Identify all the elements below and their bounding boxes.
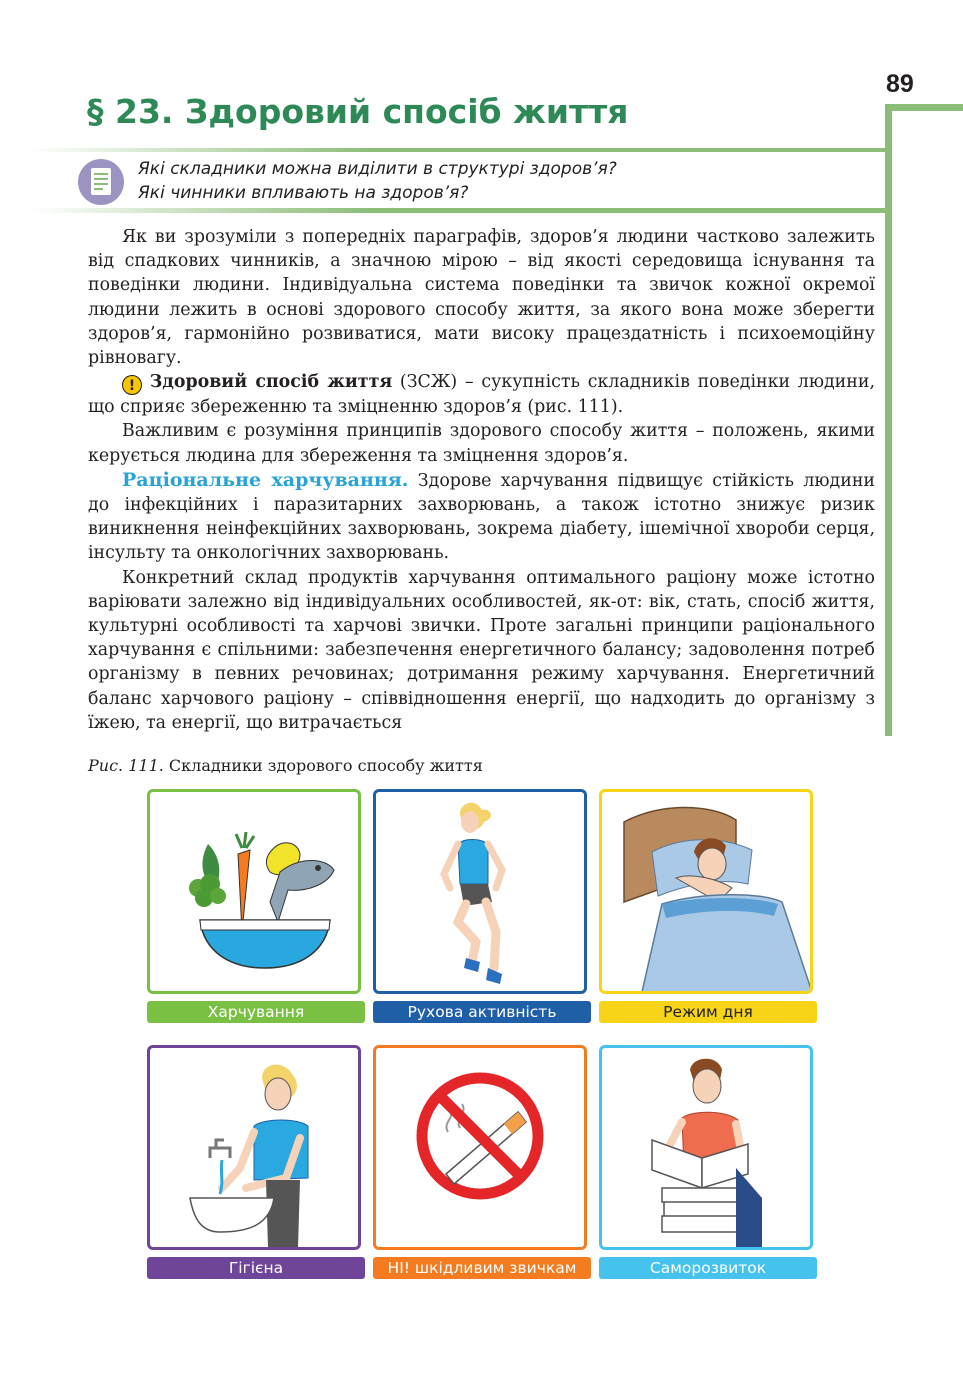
hygiene-card [147,1045,361,1250]
activity-card [373,789,587,994]
section-title: § 23. Здоровий спосіб життя [87,92,629,131]
questions-top-rule [30,148,886,152]
nutrition-label: Харчування [147,1001,365,1023]
review-questions [138,157,617,205]
self-development-card [599,1045,813,1250]
paragraph-4-text: Здорове харчування підвищує стійкість людини до інфекційних і паразитарних захворювань, а також істотно знижує ризик виникнення неінфекційних захворювань, зокрема діабету, ішемічної хвороби серця, інсульту та онкологічних захворювань. [88,470,875,564]
figure-caption-label: Рис. 111. [88,756,164,775]
sleeping-person-icon [602,792,813,994]
page-edge-bar-vertical [885,104,892,736]
body-text [88,225,875,735]
runner-icon [376,792,587,994]
nutrition-card [147,789,361,994]
activity-label: Рухова активність [373,1001,591,1023]
self-development-label: Саморозвиток [599,1257,817,1279]
food-bowl-icon [150,792,361,994]
page-edge-bar-horizontal [885,104,963,111]
figure-caption [88,756,483,775]
figure-caption-text: Складники здорового способу життя [163,756,483,775]
hygiene-label: Гігієна [147,1257,365,1279]
reading-person-icon [602,1048,813,1250]
exclamation-icon: ! [122,375,142,395]
question-2: Які чинники впливають на здоров’я? [138,183,469,203]
definition-text: (ЗСЖ) – сукупність складників поведінки людини, що сприяє збереженню та зміцненню здоров’я (рис. 111). [88,372,875,418]
paragraph-3: Важливим є розуміння принципів здорового способу життя – положень, якими керується людина для збереження та зміцнення здоров’я. [88,421,875,466]
questions-bottom-rule [30,208,886,213]
paragraph-1: Як ви зрозуміли з попередніх параграфів, здоров’я людини частково залежить від спадкових чинників, а значною мірою – від якості середовища існування та поведінки людини. Індивідуальна система поведінки та звичок кожної окремої людини лежить в основі здорового способу життя, за якого вона може зберегти здоров’я, гармонійно розвиватися, мати високу працездатність і психоемоційну рівновагу. [88,227,875,369]
paragraph-4 [88,468,875,566]
notepad-icon [78,159,124,205]
page-number: 89 [886,70,914,98]
no-smoking-icon [376,1048,587,1250]
bad-habits-label: НІ! шкідливим звичкам [373,1257,591,1279]
definition-term: Здоровий спосіб життя [149,372,393,393]
subsection-heading: Раціональне харчування. [122,468,409,491]
daily-routine-label: Режим дня [599,1001,817,1023]
hand-washing-icon [150,1048,361,1250]
question-1: Які складники можна виділити в структурі здоров’я? [138,159,617,179]
paragraph-5: Конкретний склад продуктів харчування оптимального раціону може істотно варіювати залежно від індивідуальних особливостей, як-от: вік, стать, спосіб життя, культурні особливості та харчові звички. Проте загальні принципи раціонального харчування є спільними: забезпечення енергетичного балансу; задоволення потреб організму в певних речовинах; дотримання режиму харчування. Енергетичний баланс харчового раціону – співвідношення енергії, що надходить до організму з їжею, та енергії, що витрачається [88,567,875,733]
bad-habits-card [373,1045,587,1250]
paragraph-2 [88,370,875,419]
daily-routine-card [599,789,813,994]
